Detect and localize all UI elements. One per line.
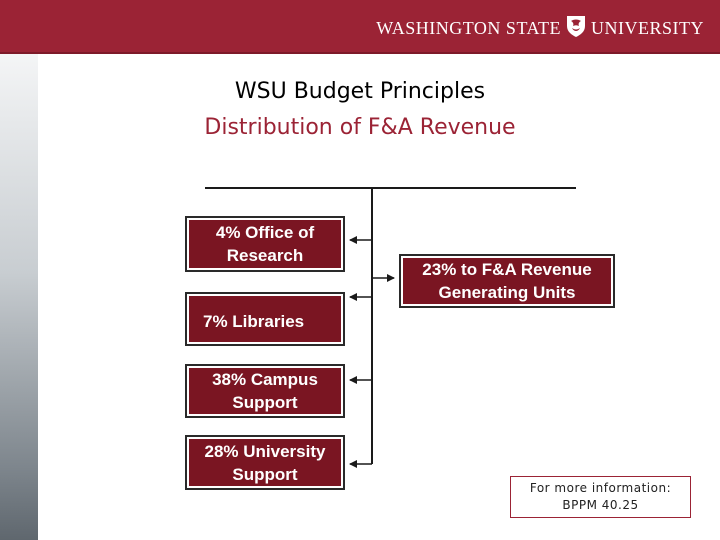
- info-line-2[interactable]: BPPM 40.25: [562, 498, 639, 512]
- box-university-support: 28% University Support: [185, 435, 345, 490]
- more-info-box: [510, 476, 691, 518]
- box-office-of-research: 4% Office of Research: [185, 216, 345, 272]
- title-line-1: WSU Budget Principles: [234, 79, 486, 104]
- box-libraries: 7% Libraries: [185, 292, 345, 346]
- info-line-1: For more information:: [529, 481, 672, 495]
- logo-text-left: WASHINGTON STATE: [376, 18, 561, 38]
- logo-text-right: UNIVERSITY: [591, 18, 704, 38]
- box-campus-support: 38% Campus Support: [185, 364, 345, 418]
- title-line-2: Distribution of F&A Revenue: [204, 115, 516, 140]
- box-revenue-generating-units: 23% to F&A Revenue Generating Units: [399, 254, 615, 308]
